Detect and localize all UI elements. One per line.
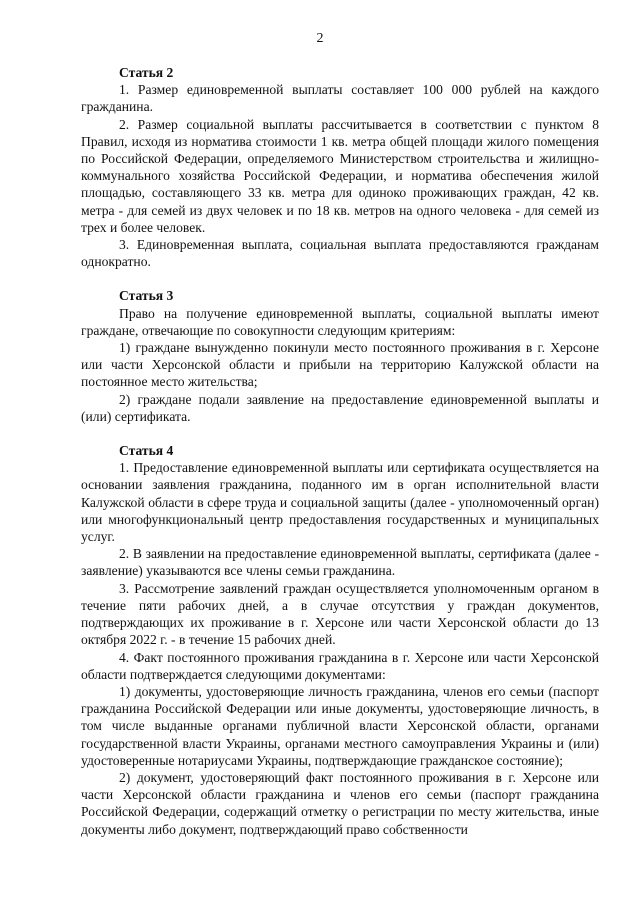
article-2 (81, 64, 599, 270)
paragraph: 1) граждане вынужденно покинули место постоянного проживания в г. Херсоне или части Херсонской области и прибыли на территорию Калужской области на постоянное место жительства; (81, 340, 599, 390)
paragraph: 1. Предоставление единовременной выплаты или сертификата осуществляется на основании заявления гражданина, поданного им в орган исполнительной власти Калужской области в сфере труда и социальной защиты (далее - уполномоченный орган) или многофункциональный центр предоставления государственных и муниципальных услуг. (81, 460, 599, 545)
paragraph: 2) документ, удостоверяющий факт постоянного проживания в г. Херсоне или части Херсонской области гражданина и членов его семьи (паспорт гражданина Российской Федерации, содержащий отметку о регистрации по месту жительства, иные документы либо документ, подтверждающий право собственности (81, 769, 599, 837)
article-heading: Статья 3 (119, 288, 174, 304)
page-number: 2 (316, 31, 324, 46)
paragraph: 2. В заявлении на предоставление единовременной выплаты, сертификата (далее - заявление) указываются все члены семьи гражданина. (81, 546, 599, 579)
article-3 (81, 287, 599, 425)
paragraph: Право на получение единовременной выплаты, социальной выплаты имеют граждане, отвечающие по совокупности следующим критериям: (81, 305, 599, 338)
paragraph: 2) граждане подали заявление на предоставление единовременной выплаты и (или) сертификата. (81, 391, 599, 424)
paragraph: 1) документы, удостоверяющие личность гражданина, членов его семьи (паспорт гражданина Российской Федерации или иные документы, удостоверяющие личность, в том числе выданные органами публичной власти Херсонской области, органами государственной власти Украины, органами местного самоуправления Украины и (или) удостоверенные нотариусами Украины, подтверждающие гражданское состояние); (81, 683, 599, 768)
paragraph: 2. Размер социальной выплаты рассчитывается в соответствии с пунктом 8 Правил, исходя из норматива стоимости 1 кв. метра общей площади жилого помещения по Российской Федерации, определяемого Министерством строительства и жилищно-коммунального хозяйства Российской Федерации, и норматива обеспечения жилой площадью, составляющего 33 кв. метра для одиноко проживающих граждан, 42 кв. метра - для семей из двух человек и по 18 кв. метров на одного человека - для семей из трех и более человек. (81, 116, 599, 235)
article-4 (81, 442, 599, 838)
paragraph: 1. Размер единовременной выплаты составляет 100 000 рублей на каждого гражданина. (81, 82, 599, 115)
article-heading: Статья 4 (119, 443, 174, 459)
paragraph: 3. Единовременная выплата, социальная выплата предоставляются гражданам однократно. (81, 237, 599, 270)
paragraph: 3. Рассмотрение заявлений граждан осуществляется уполномоченным органом в течение пяти рабочих дней, а в случае отсутствия у граждан документов, подтверждающих их проживание в г. Херсоне или части Херсонской области до 13 октября 2022 г. - в течение 15 рабочих дней. (81, 580, 599, 648)
paragraph: 4. Факт постоянного проживания гражданина в г. Херсоне или части Херсонской области подтверждается следующими документами: (81, 649, 599, 682)
article-heading: Статья 2 (119, 65, 174, 80)
document-body (81, 64, 599, 838)
